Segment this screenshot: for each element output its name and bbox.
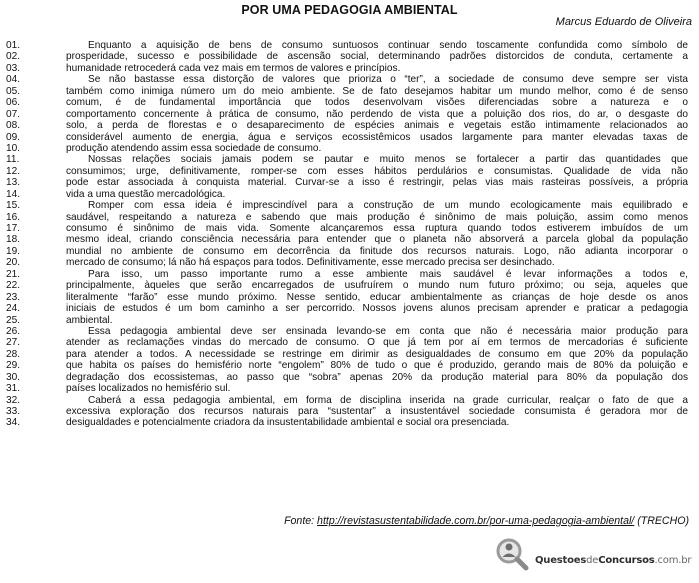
line-number: 33. (6, 406, 21, 417)
text-line (0, 143, 699, 154)
line-number: 25. (6, 314, 21, 326)
line-text: atender as reclamações vindas do mercado de consumo. O que já tem por aí em termos de mercadorias é suficiente (66, 337, 688, 349)
text-line (0, 349, 699, 360)
logo-part-2: de (586, 555, 599, 566)
line-text: principalmente, àqueles que serão encarregados de usufruírem o mundo num futuro próximo; ou seja, aqueles que (66, 280, 688, 292)
text-line (0, 406, 699, 417)
line-text: Caberá a essa pedagogia ambiental, em forma de disciplina inserida na grade curricular, realçar o fato de que a (88, 394, 688, 406)
line-number: 10. (6, 142, 21, 154)
line-text: ambiental. (66, 314, 113, 326)
line-number: 11. (6, 154, 20, 166)
text-line (0, 154, 699, 165)
text-line (0, 360, 699, 371)
line-number: 28. (6, 348, 21, 360)
line-number: 14. (6, 188, 21, 200)
line-text: Romper com essa ideia é imprescindível para a construção de um mundo ecologicamente mais equilibrado e (88, 200, 688, 212)
line-text: produção atendendo assim essa sociedade de consumo. (66, 142, 322, 154)
text-line (0, 234, 699, 245)
text-line (0, 292, 699, 303)
text-line (0, 280, 699, 291)
line-text: vida a uma questão mercadológica. (66, 188, 226, 200)
line-number: 17. (6, 223, 21, 234)
text-line (0, 109, 699, 120)
text-line (0, 246, 699, 257)
magnifier-person-icon (493, 535, 533, 575)
text-line (0, 269, 699, 280)
line-number: 32. (6, 394, 21, 406)
line-number: 06. (6, 97, 21, 109)
line-text: também como inimiga número um do meio ambiente. Se de fato desejamos habitar um mundo melhor, como é de senso (66, 85, 688, 97)
source-link[interactable]: http://revistasustentabilidade.com.br/por-uma-pedagogia-ambiental/ (317, 515, 635, 527)
line-number: 21. (6, 268, 21, 280)
text-line (0, 200, 699, 211)
line-number: 02. (6, 51, 21, 63)
line-number: 13. (6, 177, 21, 189)
line-number: 27. (6, 337, 21, 349)
line-number: 34. (6, 417, 21, 429)
line-text: prosperidade, sucesso e possibilidade de ascensão social, determinando padrões distorcidos de conduta, certamente a (66, 51, 688, 63)
line-text: mundial no ambiente de consumo em decorrência da finitude dos recursos naturais. Logo, não adianta incorporar o (66, 245, 688, 257)
line-text: comportamento concernente à prática de consumo, não perdendo de vista que a poluição dos rios, do ar, o desgaste do (66, 108, 688, 120)
logo-part-1: Questoes (535, 555, 587, 566)
logo-part-3: Concursos (598, 555, 655, 566)
line-text: excessiva exploração dos recursos naturais para “sustentar” a insustentável sociedade consumista é geradora mor de (66, 406, 688, 417)
line-number: 29. (6, 360, 21, 372)
line-number: 16. (6, 211, 21, 223)
text-line (0, 189, 699, 200)
line-number: 04. (6, 74, 21, 86)
text-line (0, 51, 699, 62)
line-text: humanidade retrocederá cada vez mais em termos de valores e princípios. (66, 62, 401, 74)
line-number: 22. (6, 280, 21, 292)
text-line (0, 40, 699, 51)
line-text: mesmo ideal, criando consciência necessária para entender que o planeta não absorverá a parcela global da população (66, 234, 688, 246)
document-title: POR UMA PEDAGOGIA AMBIENTAL (241, 3, 458, 17)
line-text: solo, a perda de florestas e o desaparecimento de espécies animais e vegetais estão intimamente relacionados ao (66, 120, 688, 132)
text-line (0, 212, 699, 223)
line-text: países localizados no hemisfério sul. (66, 383, 231, 395)
text-line (0, 177, 699, 188)
text-line (0, 166, 699, 177)
line-number: 23. (6, 291, 21, 303)
line-text: literalmente “farão” esse mundo próximo. Nesse sentido, educar ambientalmente as crianças de hoje desde os anos (66, 291, 688, 303)
line-text: desigualdades e potencialmente criadora da insustentabilidade ambiental e social ora presenciada. (66, 417, 510, 429)
text-line (0, 372, 699, 383)
line-number: 07. (6, 108, 21, 120)
source-citation (284, 515, 689, 527)
line-text: pode estar associada à conquista material. Curvar-se a isso é restringir, pelas vias mais rasteiras possíveis, a própria (66, 177, 688, 189)
line-number: 26. (6, 325, 21, 337)
text-body (0, 40, 699, 429)
text-line (0, 315, 699, 326)
line-text: Enquanto a aquisição de bens de consumo suntuosos continuar sendo toscamente confundida como símbolo de (88, 40, 688, 51)
text-line (0, 257, 699, 268)
text-line (0, 326, 699, 337)
logo-part-4: .com.br (654, 555, 692, 566)
line-number: 12. (6, 165, 21, 177)
text-line (0, 395, 699, 406)
text-line (0, 74, 699, 85)
line-text: Para isso, um passo importante rumo a esse ambiente mais saudável é levar informações a todos e, (88, 268, 688, 280)
text-line (0, 383, 699, 394)
source-suffix: (TRECHO) (634, 515, 689, 527)
text-line (0, 120, 699, 131)
line-number: 09. (6, 131, 21, 143)
text-line (0, 337, 699, 348)
line-text: que habita os países do hemisfério norte “engolem” 80% de tudo o que é produzido, gerando mais de 80% da poluição e (66, 360, 688, 372)
line-number: 15. (6, 200, 21, 212)
line-number: 08. (6, 120, 21, 132)
line-number: 24. (6, 303, 21, 315)
line-text: Se não bastasse essa distorção de valores que prioriza o “ter”, a sociedade de consumo deve sempre ser vista (88, 74, 688, 86)
text-line (0, 63, 699, 74)
text-line (0, 97, 699, 108)
line-text: saudável, respeitando a natureza e sabendo que mais produção é sinônimo de mais poluição, assim como menos (66, 211, 688, 223)
line-number: 20. (6, 257, 21, 269)
line-number: 05. (6, 85, 21, 97)
line-number: 01. (6, 40, 21, 51)
line-text: mercado de consumo; lá não há espaços para todos. Definitivamente, esse mercado precisa ser desinchado. (66, 257, 555, 269)
text-line (0, 132, 699, 143)
site-logo (493, 535, 693, 575)
line-number: 30. (6, 371, 21, 383)
line-number: 19. (6, 245, 21, 257)
line-number: 03. (6, 62, 21, 74)
line-text: comum, é de fundamental importância que todos desenvolvam visões diferenciadas sobre a natureza e o (66, 97, 688, 109)
text-line (0, 86, 699, 97)
line-text: degradação dos ecossistemas, ao passo que “sobra” apenas 20% da produção material para 80% da população dos (66, 371, 688, 383)
line-text: consumimos; urge, definitivamente, romper-se com esses hábitos perdulários e consumistas. Qualidade de vida não (66, 165, 688, 177)
author-name: Marcus Eduardo de Oliveira (555, 16, 692, 28)
line-text: Essa pedagogia ambiental deve ser ensinada levando-se em conta que não é necessária maior produção para (88, 325, 688, 337)
line-number: 18. (6, 234, 21, 246)
line-text: iniciais de estudos é um bom caminho a ser percorrido. Nossos jovens alunos precisam aprender e praticar a pedagogia (66, 303, 688, 315)
line-text: Nossas relações sociais jamais podem se pautar e muito menos se fortalecer a partir das quantidades que (88, 154, 688, 166)
line-text: para atender a todos. A necessidade se restringe em dirimir as desigualdades de consumo em que 20% da população (66, 348, 688, 360)
line-text: consumo é sinônimo de mais vida. Somente alcançaremos essa ruptura quando todos estiverem imbuídos de um (66, 223, 688, 234)
line-number: 31. (6, 383, 21, 395)
text-line (0, 303, 699, 314)
text-line (0, 417, 699, 428)
text-line (0, 223, 699, 234)
source-prefix: Fonte: (284, 515, 318, 527)
logo-text (535, 555, 691, 566)
line-text: considerável aumento de energia, água e serviços ecossistêmicos usados largamente para manter elevadas taxas de (66, 131, 688, 143)
